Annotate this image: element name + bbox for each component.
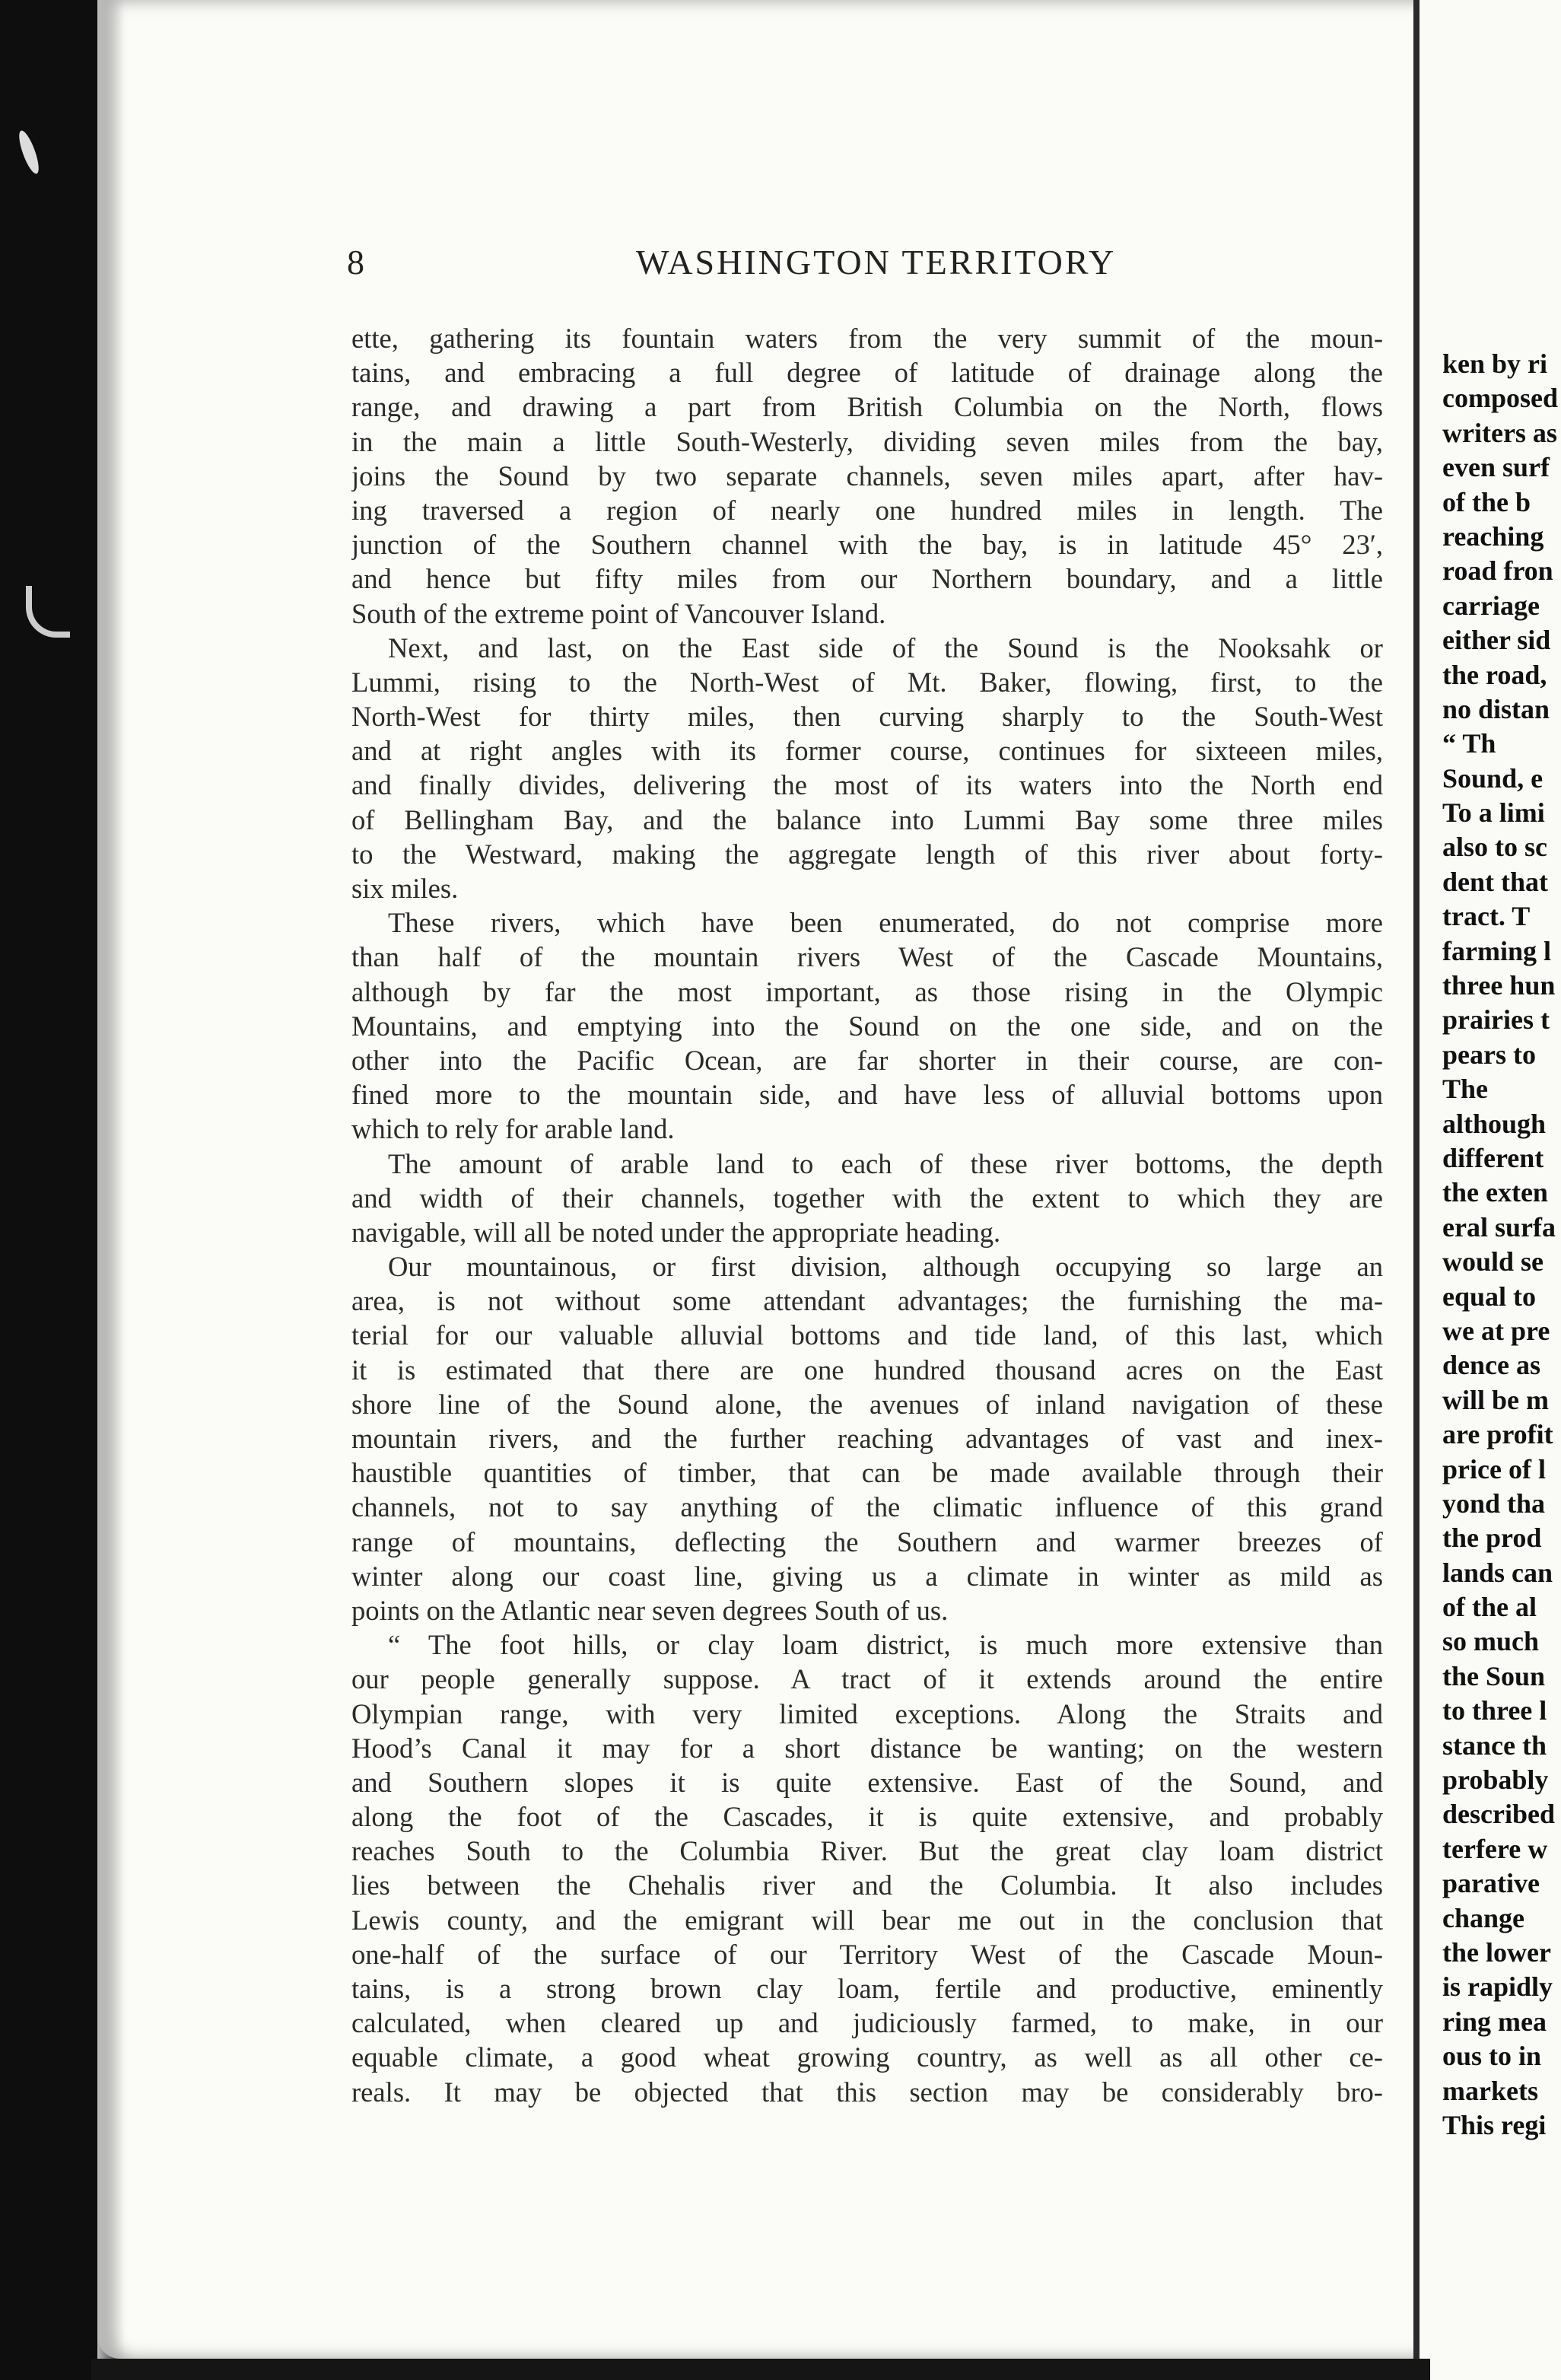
text-line-fragment: will be m <box>1442 1384 1549 1415</box>
text-line-fragment: of the b <box>1442 486 1531 517</box>
text-line-fragment: markets <box>1442 2075 1538 2106</box>
text-line: it is estimated that there are one hundred thousand acres on the East <box>351 1354 1383 1386</box>
text-line-fragment: different <box>1442 1142 1544 1173</box>
text-line: Hood’s Canal it may for a short distance be wanting; on the western <box>351 1732 1383 1764</box>
text-line-fragment: the lower <box>1442 1936 1551 1968</box>
text-line: “ The foot hills, or clay loam district, is much more extensive than <box>388 1629 1383 1661</box>
text-line-fragment: parative <box>1442 1868 1540 1899</box>
text-line-fragment: tract. T <box>1442 901 1531 932</box>
text-line-fragment: Sound, e <box>1442 762 1544 794</box>
text-line-fragment: so much <box>1442 1626 1540 1657</box>
text-line-fragment: writers as <box>1442 417 1557 448</box>
text-line-fragment: dent that <box>1442 866 1549 897</box>
text-line-fragment: probably <box>1442 1764 1549 1796</box>
text-line-fragment: ken by ri <box>1442 348 1548 379</box>
text-line-fragment: either sid <box>1442 625 1551 656</box>
text-line-fragment: even surf <box>1442 452 1550 483</box>
text-line-fragment: composed <box>1442 383 1558 414</box>
text-line: and at right angles with its former course, continues for sixteeen miles, <box>351 735 1383 767</box>
text-line-fragment: road fron <box>1442 555 1553 587</box>
text-line: than half of the mountain rivers West of the Cascade Mountains, <box>351 941 1383 973</box>
text-line: navigable, will all be noted under the appropriate heading. <box>351 1216 1001 1248</box>
text-line: area, is not without some attendant advantages; the furnishing the ma- <box>351 1285 1383 1317</box>
text-line: Mountains, and emptying into the Sound on the one side, and on the <box>351 1010 1383 1042</box>
text-line: joins the Sound by two separate channels, seven miles apart, after hav- <box>351 460 1383 492</box>
text-line: and hence but fifty miles from our Northern boundary, and a little <box>351 563 1383 595</box>
right-page-text-fragment <box>1442 347 1561 2143</box>
running-head <box>347 242 1381 288</box>
text-line: other into the Pacific Ocean, are far shorter in their course, are con- <box>351 1044 1383 1076</box>
text-line-fragment: to three l <box>1442 1695 1547 1726</box>
text-line: ing traversed a region of nearly one hundred miles in length. The <box>351 494 1383 526</box>
text-line: Next, and last, on the East side of the Sound is the Nooksahk or <box>388 632 1383 663</box>
text-line-fragment: To a limi <box>1442 797 1545 829</box>
text-line: Lummi, rising to the North-West of Mt. Baker, flowing, first, to the <box>351 666 1383 698</box>
text-line-fragment: This regi <box>1442 2109 1547 2140</box>
text-line: tains, and embracing a full degree of latitude of drainage along the <box>351 357 1383 389</box>
text-line-fragment: the Soun <box>1442 1660 1546 1691</box>
text-line: calculated, when cleared up and judiciously farmed, to make, in our <box>351 2007 1383 2039</box>
text-line-fragment: pears to <box>1442 1039 1536 1070</box>
text-line: terial for our valuable alluvial bottoms and tide land, of this last, which <box>351 1319 1383 1351</box>
page-header-title: WASHINGTON TERRITORY <box>636 243 1117 282</box>
text-line: range of mountains, deflecting the Southern and warmer breezes of <box>351 1526 1383 1558</box>
text-line-fragment: yond tha <box>1442 1488 1546 1519</box>
text-line-fragment: of the al <box>1442 1592 1537 1623</box>
text-line: South of the extreme point of Vancouver Island. <box>351 597 886 629</box>
text-line: tains, is a strong brown clay loam, fertile and productive, eminently <box>351 1973 1383 2004</box>
text-line: channels, not to say anything of the climatic influence of this grand <box>351 1491 1383 1523</box>
text-line-fragment: farming l <box>1442 935 1551 966</box>
text-line-fragment: carriage <box>1442 590 1540 621</box>
text-line-fragment: dence as <box>1442 1350 1540 1381</box>
text-line: lies between the Chehalis river and the Columbia. It also includes <box>351 1869 1383 1901</box>
scan-border-bottom <box>91 2359 1430 2380</box>
text-line-fragment: the road, <box>1442 659 1547 690</box>
text-line-fragment: we at pre <box>1442 1315 1550 1346</box>
text-line-fragment: reaching <box>1442 520 1544 552</box>
text-line-fragment: stance th <box>1442 1729 1547 1761</box>
text-line-fragment: lands can <box>1442 1557 1553 1588</box>
text-line-fragment: ring mea <box>1442 2006 1547 2037</box>
text-line: The amount of arable land to each of these river bottoms, the depth <box>388 1147 1383 1179</box>
text-line-fragment: “ Th <box>1442 728 1496 759</box>
text-line-fragment: price of l <box>1442 1453 1546 1484</box>
text-line: Olympian range, with very limited exceptions. Along the Straits and <box>351 1698 1383 1729</box>
text-line: Our mountainous, or first division, although occupying so large an <box>388 1251 1383 1283</box>
text-line-fragment: are profit <box>1442 1419 1553 1450</box>
text-line-fragment: described <box>1442 1799 1555 1830</box>
text-line-fragment: is rapidly <box>1442 1971 1553 2003</box>
text-line: reals. It may be objected that this section may be considerably bro- <box>351 2076 1383 2108</box>
text-line-fragment: change <box>1442 1902 1524 1933</box>
text-line-fragment: also to sc <box>1442 832 1547 863</box>
text-line: points on the Atlantic near seven degrees South of us. <box>351 1594 949 1626</box>
text-line: of Bellingham Bay, and the balance into Lummi Bay some three miles <box>351 803 1383 835</box>
text-line-fragment: three hun <box>1442 970 1556 1001</box>
text-line: Lewis county, and the emigrant will bear me out in the conclusion that <box>351 1904 1383 1936</box>
text-line: winter along our coast line, giving us a climate in winter as mild as <box>351 1560 1383 1592</box>
text-line-fragment: ous to in <box>1442 2041 1542 2072</box>
text-line: although by far the most important, as those rising in the Olympic <box>351 975 1383 1007</box>
page-gutter <box>1413 0 1420 2380</box>
text-line: These rivers, which have been enumerated, do not comprise more <box>388 907 1383 939</box>
text-line-fragment: equal to <box>1442 1281 1537 1312</box>
text-line: along the foot of the Cascades, it is quite extensive, and probably <box>351 1801 1383 1833</box>
text-line: which to rely for arable land. <box>351 1113 675 1145</box>
page-number: 8 <box>347 243 367 282</box>
text-line-fragment: the prod <box>1442 1522 1542 1554</box>
text-line: reaches South to the Columbia River. But the great clay loam district <box>351 1835 1383 1867</box>
text-line: six miles. <box>351 873 459 904</box>
text-line-fragment: terfere w <box>1442 1833 1548 1864</box>
text-line: and finally divides, delivering the most of its waters into the North end <box>351 769 1383 801</box>
text-line-fragment: although <box>1442 1108 1547 1139</box>
text-line: mountain rivers, and the further reaching advantages of vast and inex- <box>351 1423 1383 1454</box>
text-line: our people generally suppose. A tract of it extends around the entire <box>351 1663 1383 1695</box>
text-line: junction of the Southern channel with the bay, is in latitude 45° 23′, <box>351 529 1383 561</box>
text-line: to the Westward, making the aggregate length of this river about forty- <box>351 838 1383 870</box>
text-line: ette, gathering its fountain waters from the very summit of the moun- <box>351 323 1383 354</box>
text-line-fragment: no distan <box>1442 693 1550 724</box>
text-line: fined more to the mountain side, and have less of alluvial bottoms upon <box>351 1079 1383 1111</box>
text-line: and width of their channels, together with the extent to which they are <box>351 1182 1383 1214</box>
text-line: and Southern slopes it is quite extensive. East of the Sound, and <box>351 1766 1383 1798</box>
text-line: haustible quantities of timber, that can be made available through their <box>351 1457 1383 1489</box>
text-line-fragment: The <box>1442 1074 1489 1105</box>
text-line-fragment: would se <box>1442 1246 1544 1278</box>
text-line: shore line of the Sound alone, the avenues of inland navigation of these <box>351 1388 1383 1420</box>
text-line-fragment: eral surfa <box>1442 1211 1556 1242</box>
text-line: equable climate, a good wheat growing country, as well as all other ce- <box>351 2041 1383 2073</box>
text-line: one-half of the surface of our Territory West of the Cascade Moun- <box>351 1938 1383 1970</box>
text-line-fragment: prairies t <box>1442 1004 1550 1036</box>
left-page-body-text <box>351 321 1383 2109</box>
text-line: North-West for thirty miles, then curving sharply to the South-West <box>351 701 1383 733</box>
text-line: in the main a little South-Westerly, dividing seven miles from the bay, <box>351 425 1383 457</box>
text-line: range, and drawing a part from British Columbia on the North, flows <box>351 391 1383 423</box>
text-line-fragment: the exten <box>1442 1177 1548 1208</box>
